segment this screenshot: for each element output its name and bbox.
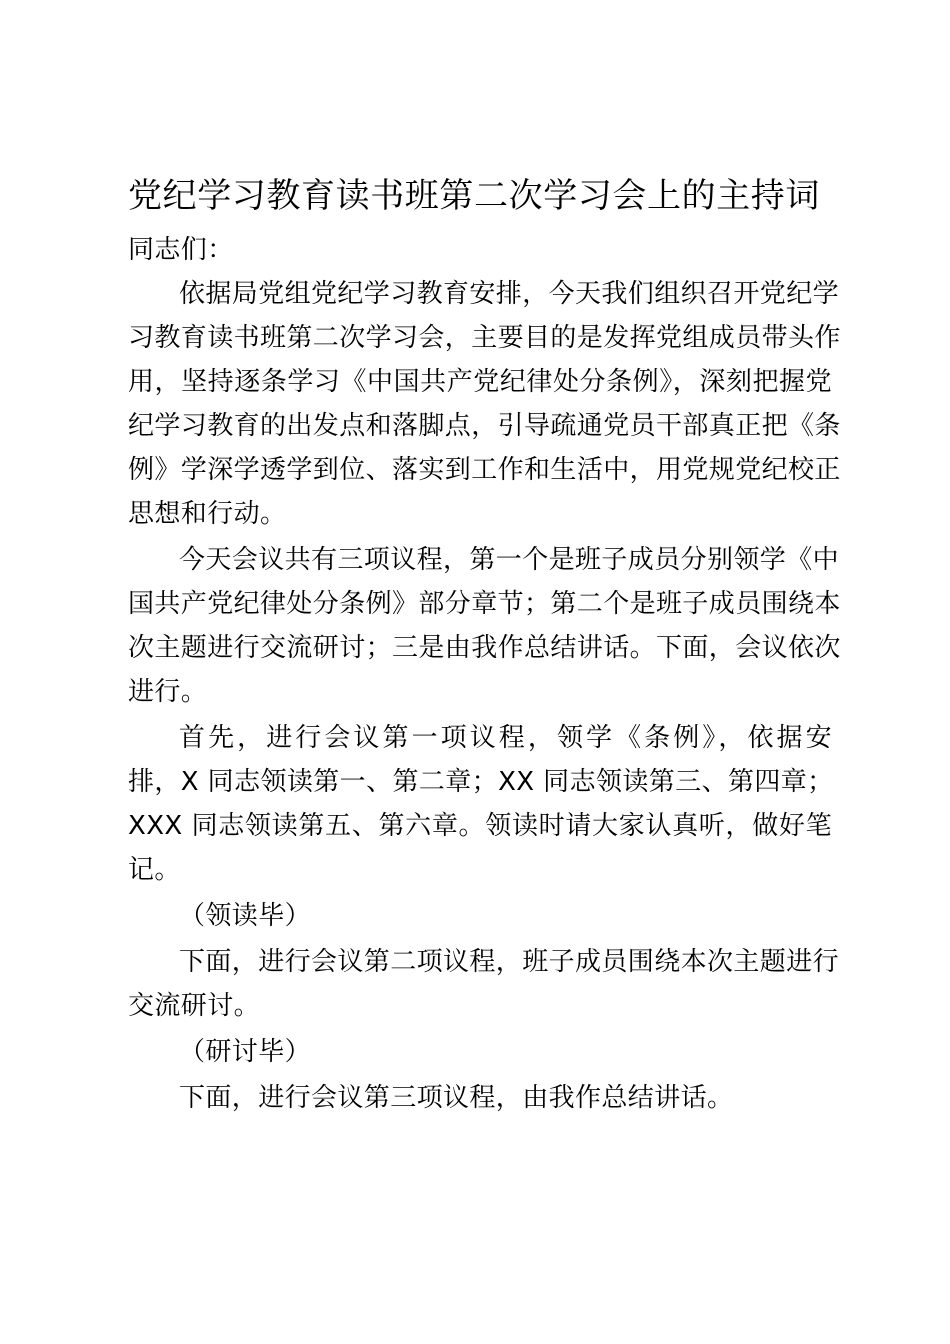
paragraph-7 [128, 1076, 832, 1120]
paragraph-line: 思想和行动。 [128, 499, 287, 529]
document-body [128, 228, 841, 1120]
salutation: 同志们： [128, 235, 234, 265]
paragraph-line: 用，坚持逐条学习《中国共产党纪律处分条例》，深刻把握党 [128, 367, 832, 397]
paragraph-line: 纪学习教育的出发点和落脚点，引导疏通党员干部真正把《条 [128, 411, 841, 441]
paragraph-line: 首先，进行会议第一项议程，领学《条例》，依据安 [179, 723, 832, 753]
paragraph-line: 交流研讨。 [128, 991, 261, 1021]
paragraph-line: 例》学深学透学到位、落实到工作和生活中，用党规党纪校正 [128, 455, 841, 485]
paragraph-line: XXX 同志领读第五、第六章。领读时请大家认真听，做好笔 [128, 811, 832, 841]
paragraph-line: 习教育读书班第二次学习会，主要目的是发挥党组成员带头作 [128, 323, 841, 353]
paragraph-3 [128, 716, 832, 892]
paragraph-line: 下面，进行会议第二项议程，班子成员围绕本次主题进行 [179, 947, 840, 977]
paragraph-line: 今天会议共有三项议程，第一个是班子成员分别领学《中 [179, 545, 840, 575]
paragraph-line: 排，X 同志领读第一、第二章；XX 同志领读第三、第四章； [128, 767, 834, 797]
paragraph-line: 依据局党组党纪学习教育安排，今天我们组织召开党纪学 [179, 279, 840, 309]
paragraph-2 [128, 538, 841, 714]
paragraph-line: 进行。 [128, 677, 208, 707]
paragraph-line: 下面，进行会议第三项议程，由我作总结讲话。 [179, 1083, 734, 1113]
paragraph-5 [128, 940, 840, 1028]
stage-note: （领读毕） [179, 901, 312, 931]
paragraph-4 [128, 894, 832, 938]
paragraph-line: 国共产党纪律处分条例》部分章节；第二个是班子成员围绕本 [128, 589, 841, 619]
paragraph-1 [128, 272, 841, 536]
document-title: 党纪学习教育读书班第二次学习会上的主持词 [128, 176, 820, 216]
paragraph-line: 记。 [128, 855, 181, 885]
paragraph-line: 次主题进行交流研讨；三是由我作总结讲话。下面，会议依次 [128, 633, 841, 663]
stage-note: （研讨毕） [179, 1037, 312, 1067]
paragraph-6 [128, 1030, 832, 1074]
